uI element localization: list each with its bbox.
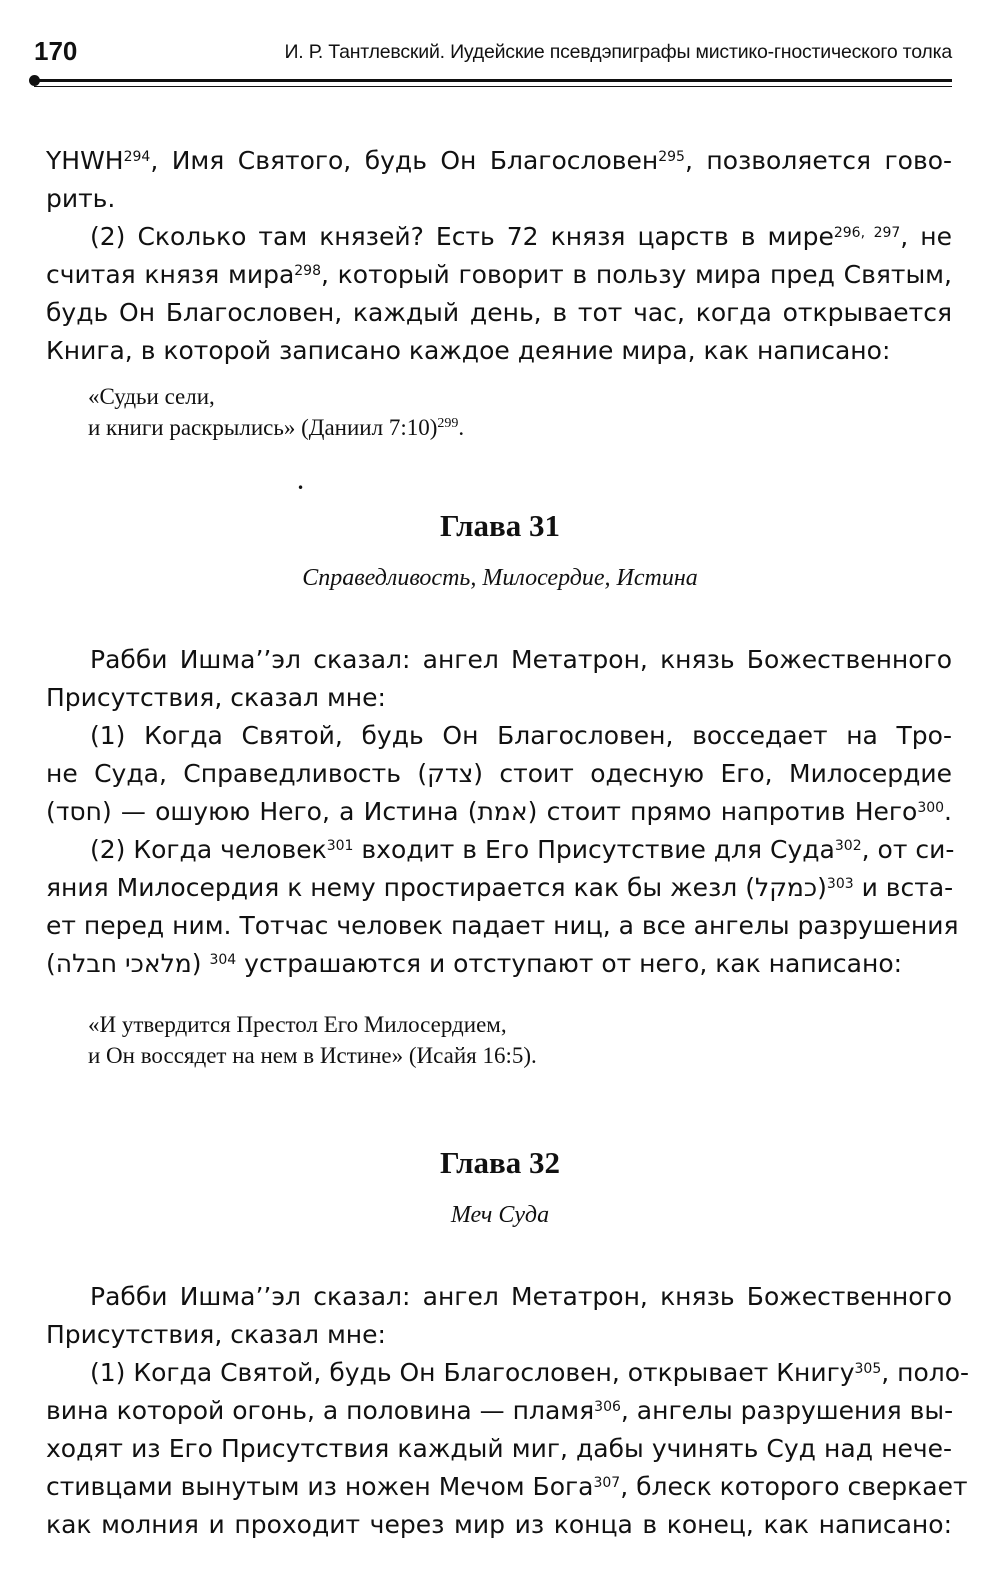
text-line: считая князя мира$^{298}$, который говорит в пользу мира пред Святым, xyxy=(46,260,952,289)
stray-mark: • xyxy=(297,481,305,495)
chapter-title: Глава 31 xyxy=(439,508,561,543)
text-line: рить. xyxy=(46,184,116,213)
text-line: стивцами вынутым из ножен Мечом Бога$^{307}$, блеск которого сверкает xyxy=(46,1472,968,1501)
chapter-subtitle: Меч Суда xyxy=(450,1202,550,1228)
text-line: (2) Сколько там князей? Есть 72 князя царств в мире$^{296, 297}$, не xyxy=(90,222,952,251)
text-line: (חסד) — ошуюю Него, а Истина (אמת) стоит прямо напротив Него$^{300}$. xyxy=(46,797,952,826)
quote-line: «И утвердится Престол Его Милосердием, xyxy=(88,1012,507,1037)
text-line: Присутствия, сказал мне: xyxy=(46,683,386,712)
header-rule xyxy=(34,79,952,82)
page-header xyxy=(32,32,952,72)
text-line: не Суда, Справедливость (צדק) стоит одесную Его, Милосердие xyxy=(46,759,952,788)
text-line: будь Он Благословен, каждый день, в тот час, когда открывается xyxy=(46,298,952,327)
text-line: Книга, в которой записано каждое деяние мира, как написано: xyxy=(46,336,891,365)
text-line: (1) Когда Святой, будь Он Благословен, открывает Книгу$^{305}$, поло- xyxy=(90,1358,970,1387)
text-line: Присутствия, сказал мне: xyxy=(46,1320,386,1349)
text-line: ет перед ним. Тотчас человек падает ниц, а все ангелы разрушения xyxy=(46,911,959,940)
header-rule-thin xyxy=(34,86,952,87)
page-number: 170 xyxy=(34,36,78,66)
text-line: (2) Когда человек$^{301}$ входит в Его Присутствие для Суда$^{302}$, от си- xyxy=(90,835,955,864)
text-line: яния Милосердия к нему простирается как бы жезл (כמקל)$^{303}$ и вста- xyxy=(46,873,954,902)
text-line: YHWH$^{294}$, Имя Святого, будь Он Благословен$^{295}$, позволяется гово- xyxy=(46,146,953,175)
quote-line: «Судьи сели, xyxy=(88,384,215,409)
chapter-title: Глава 32 xyxy=(439,1145,561,1180)
text-line: Рабби Ишма’’эл сказал: ангел Метатрон, князь Божественного xyxy=(90,645,952,674)
quote-line: и Он воссядет на нем в Истине» (Исайя 16:5). xyxy=(88,1043,537,1068)
quote-line: и книги раскрылись» (Даниил 7:10)$^{299}$. xyxy=(88,415,465,440)
text-line: (1) Когда Святой, будь Он Благословен, восседает на Тро- xyxy=(90,721,952,750)
running-head: И. Р. Тантлевский. Иудейские псевдэпиграфы мистико-гностического толка xyxy=(284,41,952,63)
text-line: Рабби Ишма’’эл сказал: ангел Метатрон, князь Божественного xyxy=(90,1282,952,1311)
text-line: ходят из Его Присутствия каждый миг, дабы учинять Суд над нече- xyxy=(46,1434,952,1463)
chapter-subtitle: Справедливость, Милосердие, Истина xyxy=(302,565,698,591)
text-line: (מלאכי חבלה) $^{304}$ устрашаются и отступают от него, как написано: xyxy=(46,949,903,978)
text-line: как молния и проходит через мир из конца в конец, как написано: xyxy=(46,1510,952,1539)
text-line: вина которой огонь, а половина — пламя$^{306}$, ангелы разрушения вы- xyxy=(46,1396,954,1425)
